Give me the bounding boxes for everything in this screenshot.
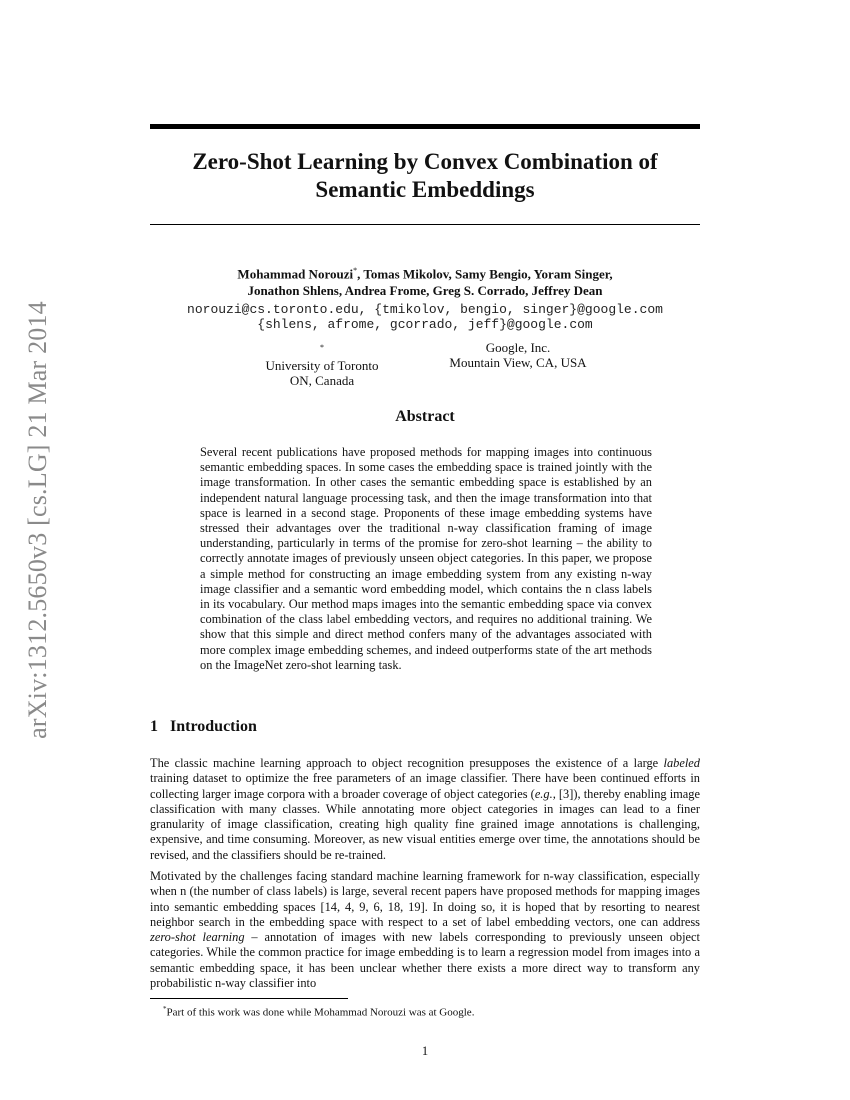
- intro-paragraph-1: [150, 756, 700, 863]
- affiliation-left-name: University of Toronto: [265, 358, 379, 374]
- p1-text-a: The classic machine learning approach to object recognition presupposes the existence of a large: [150, 756, 664, 770]
- author-first: Mohammad Norouzi: [237, 266, 354, 282]
- email-line-1: norouzi@cs.toronto.edu, {tmikolov, bengio, singer}@google.com: [187, 302, 663, 317]
- affiliation-left-location: ON, Canada: [289, 373, 355, 389]
- p1-text-c: [3]), thereby enabling image classification with many classes. While annotating more object categories in images can lead to a finer granularity of image classification, creating high quality fine grained image annotations is challenging, expensive, and time consuming. Moreover, as new visual entities emerge over time, the annotations should be revised, and the classifiers should be re-trained.: [150, 786, 700, 862]
- section-number: 1: [150, 718, 158, 735]
- abstract-text: Several recent publications have proposed methods for mapping images into continuous semantic embedding spaces. In some cases the embedding space is trained jointly with the image transformation. In other cases the semantic embedding space is established by an independent natural language processing task, and then the image transformation into that space is learned in a second stage. Proponents of these image embedding systems have stressed their advantages over the traditional n-way classification framing of image understanding, particularly in terms of the promise for zero-shot learning – the ability to correctly annotate images of previously unseen object categories. In this paper, we propose a simple method for constructing an image embedding system from any existing n-way image classifier and a semantic word embedding model, which contains the n class labels in its vocabulary. Our method maps images into the semantic embedding space via convex combination of the class label embedding vectors, and requires no additional training. We show that this simple and direct method confers many of the advantages associated with more complex image embedding schemes, and indeed outperforms state of the art methods on the ImageNet zero-shot learning task.: [200, 445, 652, 672]
- title-top-rule: [150, 124, 700, 129]
- affiliation-mark: *: [320, 343, 324, 352]
- abstract-heading: Abstract: [395, 408, 455, 425]
- affiliation-google: [418, 340, 618, 370]
- author-emails: [150, 302, 700, 332]
- footnote-text: Part of this work was done while Mohammad Norouzi was at Google.: [166, 1006, 475, 1019]
- p2-italic-zero-shot: zero-shot learning: [150, 930, 245, 945]
- email-line-2: {shlens, afrome, gcorrado, jeff}@google.com: [257, 317, 593, 332]
- author-rest-1: , Tomas Mikolov, Samy Bengio, Yoram Singer,: [357, 266, 613, 282]
- p1-text-b: training dataset to optimize the free parameters of an image classifier. There have been continued efforts in collecting larger image corpora with a broader coverage of object categories (: [150, 771, 700, 801]
- intro-paragraph-2: [150, 869, 700, 991]
- footnote: [163, 1003, 474, 1020]
- arxiv-identifier: arXiv:1312.5650v3 [cs.LG] 21 Mar 2014: [23, 301, 52, 739]
- title-line-1: Zero-Shot Learning by Convex Combination of: [192, 149, 658, 174]
- author-line-1: [150, 262, 700, 282]
- section-heading: [150, 718, 257, 736]
- paper-title: [150, 148, 700, 204]
- p1-italic-labeled: labeled: [663, 756, 700, 770]
- affiliation-right-location: Mountain View, CA, USA: [449, 355, 587, 370]
- author-footnote-mark: *: [353, 266, 358, 275]
- author-list: [150, 262, 700, 299]
- footnote-mark: *: [163, 1005, 167, 1013]
- page-number: 1: [421, 1044, 429, 1058]
- affiliation-right-name: Google, Inc.: [485, 340, 551, 355]
- affiliation-toronto: [222, 340, 422, 388]
- author-line-2: Jonathon Shlens, Andrea Frome, Greg S. Corrado, Jeffrey Dean: [247, 283, 603, 299]
- p1-italic-eg: e.g.,: [534, 786, 556, 801]
- title-line-2: Semantic Embeddings: [315, 177, 535, 202]
- footnote-rule: [150, 998, 348, 999]
- p2-text-a: Motivated by the challenges facing standard machine learning framework for n-way classification, especially when n (the number of class labels) is large, several recent papers have proposed methods for mapping images into semantic embedding spaces [14, 4, 9, 6, 18, 19]. In doing so, it is hoped that by resorting to nearest neighbor search in the embedding space with respect to a set of label embedding vectors, one can address: [150, 869, 700, 929]
- title-bottom-rule: [150, 224, 700, 225]
- p2-text-b: – annotation of images with new labels corresponding to previously unseen object categories. While the common practice for image embedding is to learn a regression model from images into a semantic embedding space, it has been unclear whether there exists a more direct way to transform any probabilistic n-way classifier into: [150, 930, 700, 991]
- section-title-text: Introduction: [170, 718, 257, 735]
